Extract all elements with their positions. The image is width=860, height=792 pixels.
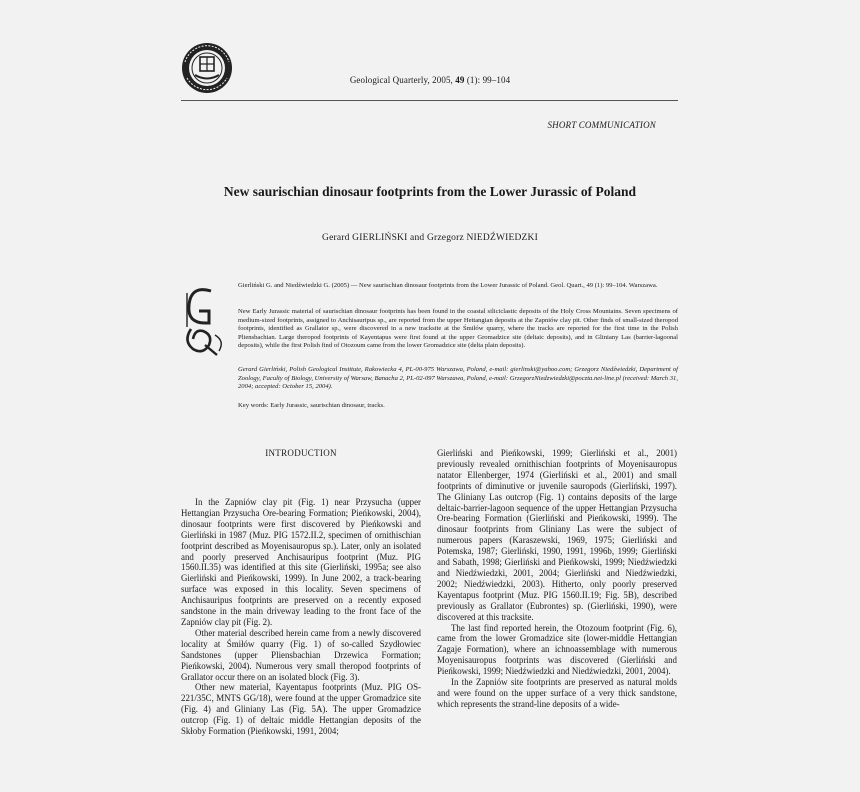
body-column-right xyxy=(437,448,677,710)
keywords-text: Key words: Early Jurassic, saurischian dinosaur, tracks. xyxy=(238,402,385,409)
section-heading-introduction: INTRODUCTION xyxy=(265,448,337,458)
journal-citation-header: Geological Quarterly, 2005, 49 (1): 99–104 xyxy=(349,75,511,85)
header-rule xyxy=(181,100,678,101)
article-title: New saurischian dinosaur footprints from the Lower Jurassic of Poland xyxy=(223,184,637,199)
paragraph: Gierliński and Pieńkowski, 1999; Gierliński et al., 2001) previously revealed ornithischian footprints of Moyenisauropus natator Ellenberger, 1974 (Gierliński et al., 2001) and small footprints of diminutive or juvenile sauropods (Gierliński, 1997). The Gliniany Las outcrop (Fig. 1) contains deposits of the large deltaic-barrier-lagoon sequence of the upper Hettangian Przysucha Ore-bearing Formation (Gierliński and Pieńkowski, 1999). The dinosaur footprints from Gliniany Las were the subject of numerous papers (Karaszewski, 1969, 1975; Gierliński and Potemska, 1987; Gierliński, 1990, 1991, 1996b, 1999; Gierliński and Sabath, 1998; Gierliński and Pieńkowski, 1999; Niedźwiedzki and Niedźwiedzki, 2001, 2004; Gierliński and Niedźwiedzki, 2002; Niedźwiedzki, 2003). Hitherto, only poorly preserved Kayentapus footprint (Muz. PIG 1560.II.19; Fig. 5B), described previously as Grallator (Eubrontes) sp. (Gierliński, 1990), were discovered at this tracksite. xyxy=(437,448,677,622)
institute-seal-icon xyxy=(181,42,233,94)
paragraph: The last find reported herein, the Otozoum footprint (Fig. 6), came from the lower Gromadzice site (lower-middle Hettangian Zagaje Formation), where an ichnoassemblage with numerous Moyenisauropus footprints was discovered (Gierliński and Pieńkowski, 1999; Niedźwiedzki and Niedźwiedzki, 2001, 2004). xyxy=(437,622,677,677)
paragraph: In the Zapniów clay pit (Fig. 1) near Przysucha (upper Hettangian Przysucha Ore-bearing Formation; Pieńkowski, 2004), dinosaur footprints were first discovered by Pieńkowski and Gierliński in 1987 (Muz. PIG 1572.II.2, specimen of ornithischian footprint described as Moyenisauropus sp.). Later, only an isolated and poorly preserved Anchisauripus footprint (Muz. PIG 1560.II.35) was identified at this site (Gierliński, 1995a; see also Gierliński and Pieńkowski, 1999). In June 2002, a track-bearing surface was exposed in this locality. Seven specimens of Anchisauripus footprints are preserved on a recently exposed sandstone in the main driveway leading to the front face of the Zapniów clay pit (Fig. 2). xyxy=(181,497,421,627)
paragraph: In the Zapniów site footprints are preserved as natural molds and were found on the upper surface of a very thick sandstone, which represents the strand-line deposits of a wide- xyxy=(437,677,677,709)
body-column-left xyxy=(181,497,421,737)
gq-logo-icon xyxy=(181,283,227,357)
abstract-text: New Early Jurassic material of saurischian dinosaur footprints has been found in the coastal siliciclastic deposits of the Holy Cross Mountains. Seven specimens of medium-sized footprints, assigned to Anchisauripus sp., are reported from the upper Hettangian deposits at the Zapniów clay pit. Other finds of small-sized theropod footprints, identified as Grallator sp., were discovered in a new tracksite at the Śmiłów quarry, where the tracks are reported for the first time in the Polish Pliensbachian. Large theropod footprints of Kayentapus were first found at the upper Gromadzice site (deltaic deposits), and in Gliniany Las (barrier-lagoonal deposits), while the first Polish find of Otozoum came from the lower Gromadzice site (delta plain deposits). xyxy=(238,308,678,350)
citation-text: Gierliński G. and Niedźwiedzki G. (2005) — New saurischian dinosaur footprints from the Lower Jurassic of Poland. Geol. Quart., 49 (1): 99–104. Warszawa. xyxy=(238,282,658,289)
section-label: SHORT COMMUNICATION xyxy=(547,120,656,130)
article-authors: Gerard GIERLIŃSKI and Grzegorz NIEDŹWIEDZKI xyxy=(322,233,538,243)
affiliations-text: Gerard Gierliński, Polish Geological Institute, Rakowiecka 4, PL-00-975 Warszawa, Poland, e-mail: gierlinski@yahoo.com; Grzegorz Niedźwiedzki, Department of Zoology, Faculty of Biology, University of Warsaw, Banacha 2, PL-02-097 Warszawa, Poland, e-mail: GrzegorzNiedzwiedzki@poczta.net-line.pl (received: March 31, 2004; accepted: October 15, 2004). xyxy=(238,366,678,391)
paragraph: Other new material, Kayentapus footprints (Muz. PIG OS-221/35C, MNTS GG/18), were found at the upper Gromadzice site (Fig. 4) and Gliniany Las (Fig. 5A). The upper Gromadzice outcrop (Fig. 1) of deltaic middle Hettangian deposits of the Skłoby Formation (Pieńkowski, 1991, 2004; xyxy=(181,682,421,737)
paragraph: Other material described herein came from a newly discovered locality at Śmiłów quarry (Fig. 1) of so-called Szydłowiec Sandstones (upper Pliensbachian Drzewica Formation; Pieńkowski, 2004). Numerous very small theropod footprints of Grallator occur there on an isolated block (Fig. 3). xyxy=(181,627,421,682)
